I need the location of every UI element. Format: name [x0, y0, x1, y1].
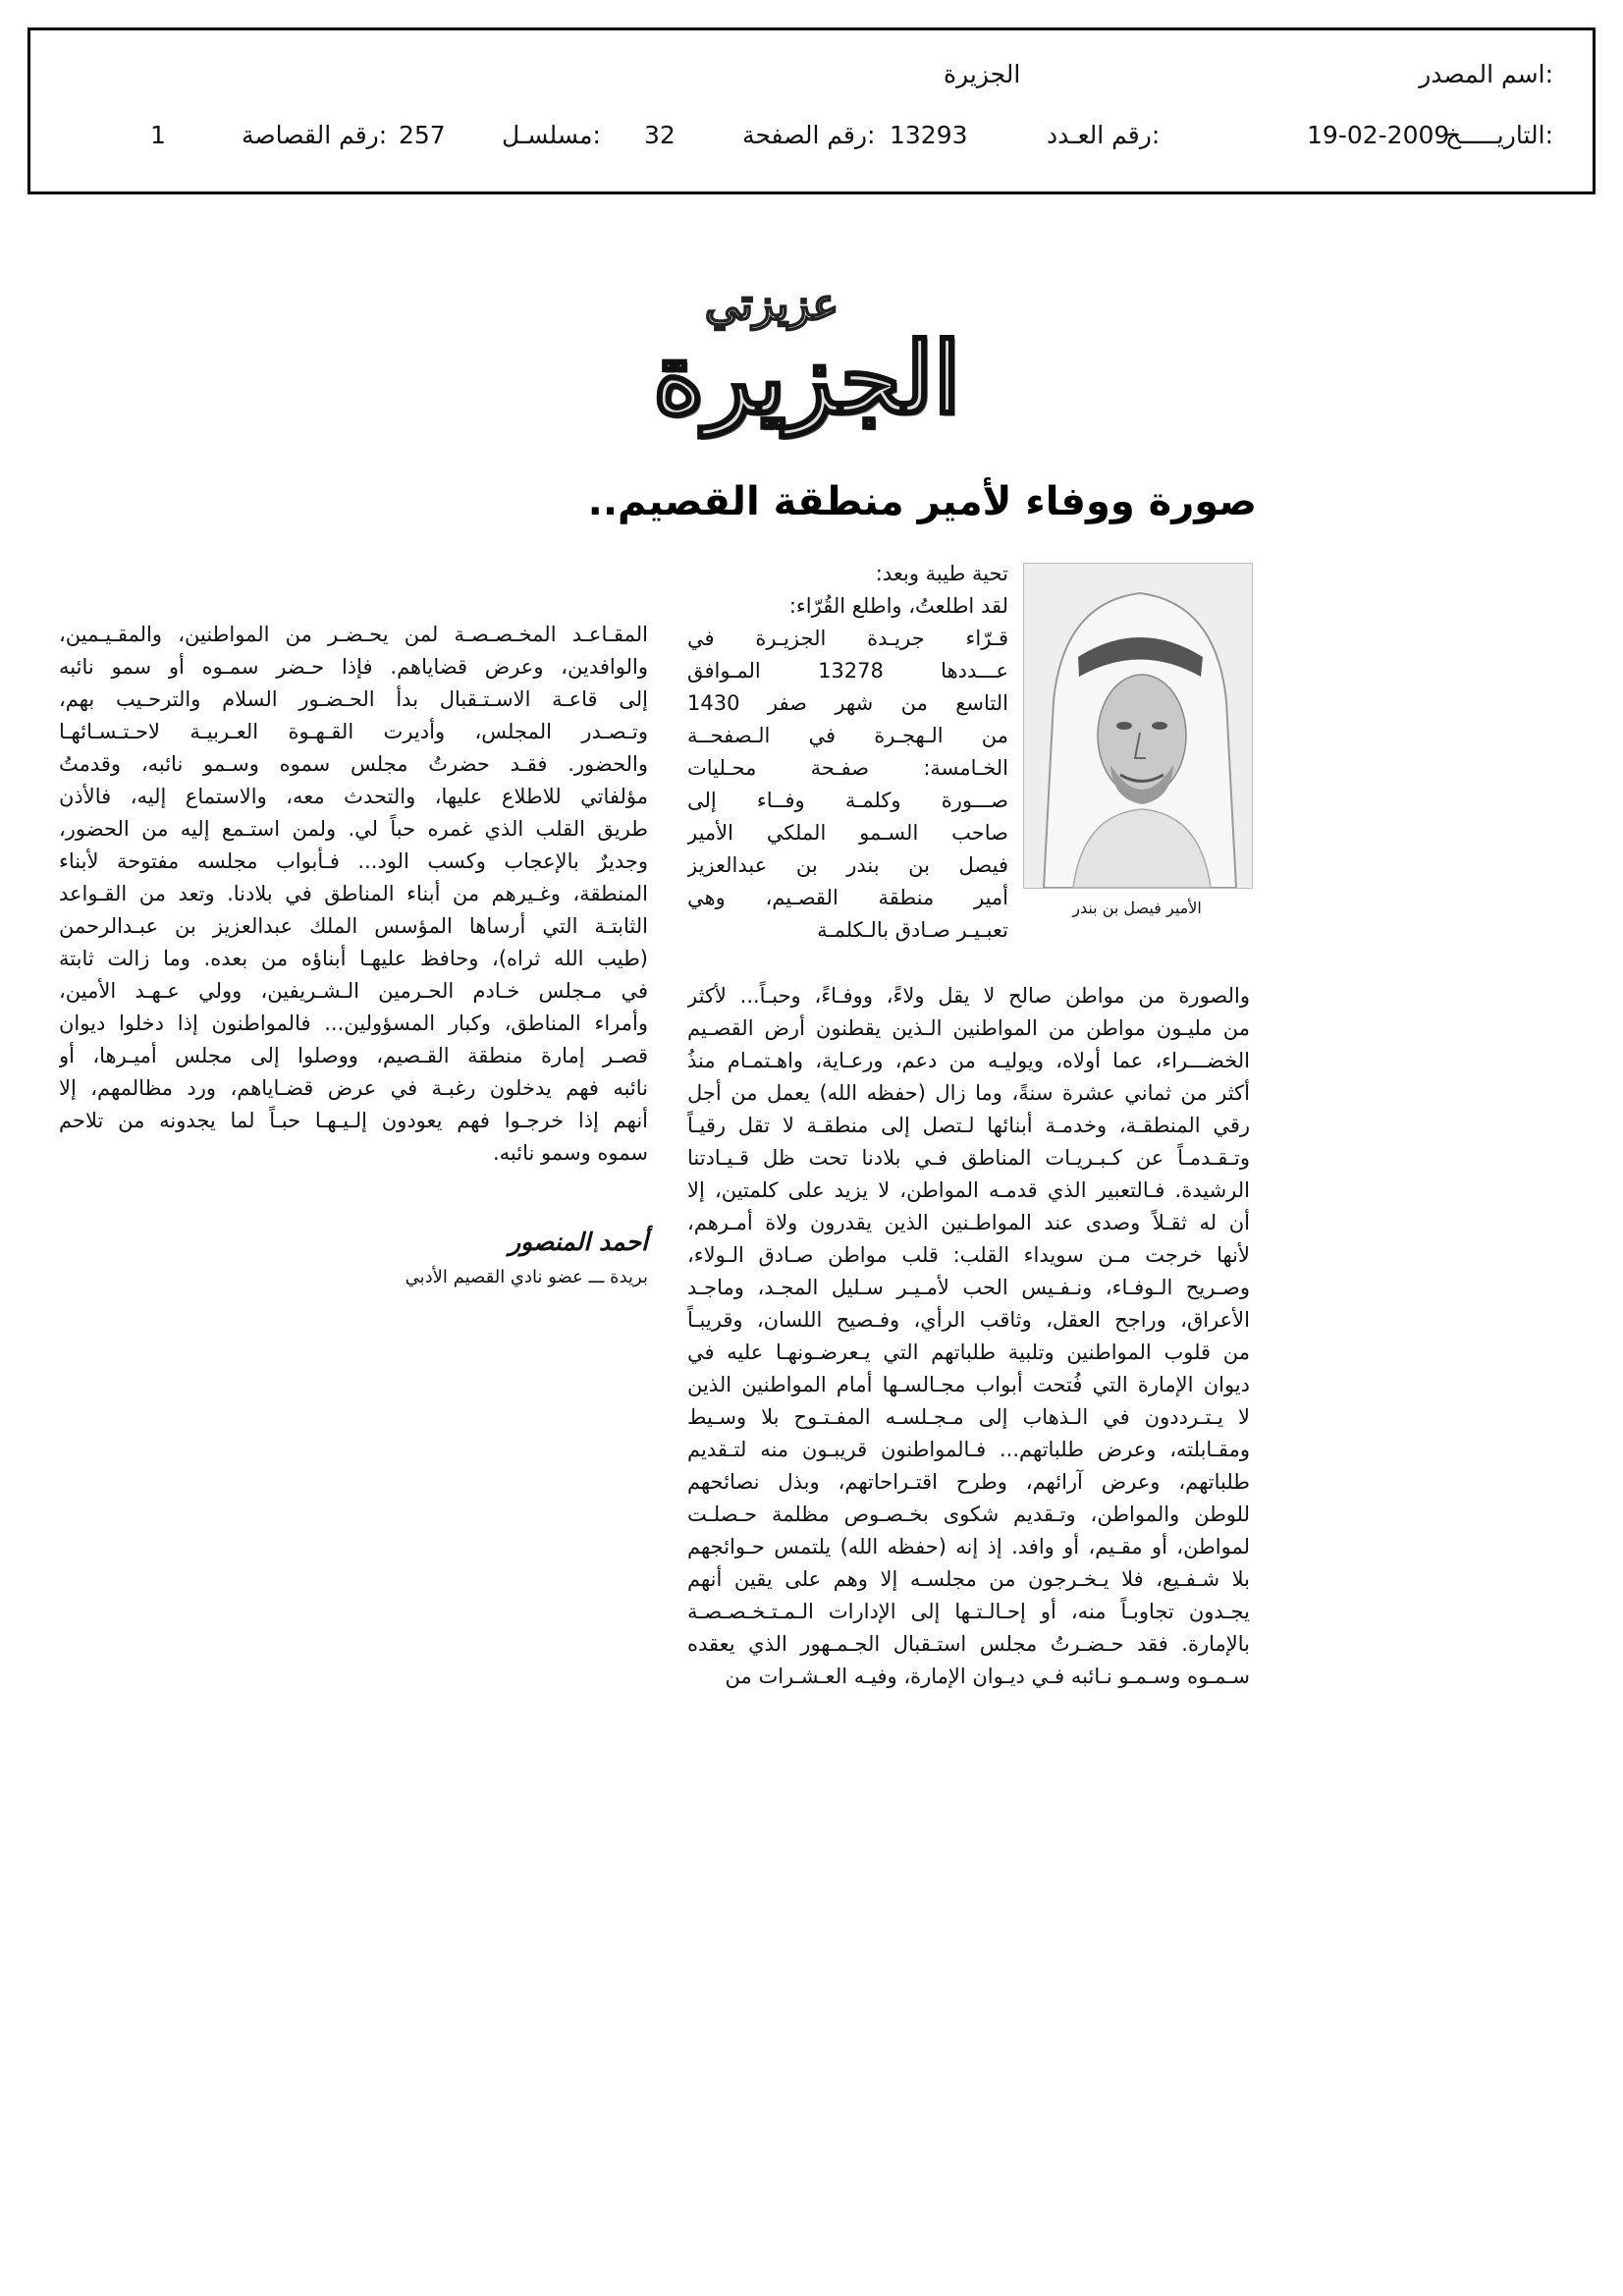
left-text-line: قصـر إمارة منطقة القـصيم، ووصلوا إلى مجلس أميـرها، أو — [59, 1044, 648, 1067]
intro-text-line: قـرّاء جريـدة الجزيـرة في — [687, 627, 1008, 650]
left-text-line: وجديرٌ بالإعجاب وكسب الود... فـأبواب مجلسه مفتوحة لأبناء — [59, 849, 648, 873]
main-text-line: لأنها خرجت مـن سويداء القلب: قلب مواطن صـادق الـولاء، — [687, 1243, 1250, 1267]
main-text-line: لمواطن، أو مقـيم، أو وافد. إذ إنه (حفظه الله) يلتمس حـوائجهم — [687, 1535, 1250, 1558]
left-text-line: طريق القلب الذي غمره حباً لي. ولمن استـمع إليه من الحضور، — [59, 817, 648, 841]
portrait-drawing — [1024, 564, 1252, 888]
intro-text-line: تحية طيبة وبعد: — [875, 562, 1008, 585]
article-intro-column — [687, 558, 1008, 947]
main-text-line: الخضـــراء، عما أولاه، ويوليـه من دعم، ورعـاية، واهـتمـام منذُ — [687, 1049, 1250, 1072]
main-text-line: الرشيدة. فـالتعبير الذي قدمـه المواطن، لا يزيد على كلمتين، إلا — [687, 1178, 1250, 1202]
main-text-line: لا يـتـرددون في الـذهاب إلى مـجـلسـه المفـتـوح بلا وسـيط — [687, 1405, 1250, 1429]
main-text-line: أن له ثقـلاً وصدى عند المواطـنين الذين يقدرون ولاة أمـرهم، — [687, 1211, 1250, 1234]
article-left-column — [59, 619, 648, 1170]
masthead-small-text: عزيزتي — [705, 280, 839, 330]
intro-text-line: الخـامسة: صفـحة محـليات — [687, 756, 1008, 780]
left-text-line: في مـجلس خـادم الحـرمين الـشـريفين، وولي عـهـد الأمين، — [59, 979, 648, 1003]
author-title: بريدة ـــ عضو نادي القصيم الأدبي — [405, 1267, 648, 1287]
intro-text-line: تعبـيـر صـادق بالـكلمـة — [817, 918, 1008, 942]
main-text-line: ومقـابلته، وعرض طلباتهم... فـالمواطنون قريبـون منه لتـقديم — [687, 1438, 1250, 1461]
date-label: التاريـــــخ: — [1445, 121, 1553, 149]
issue-label: رقم العـدد: — [1047, 121, 1161, 149]
intro-text-line: فيصل بن بندر بن عبدالعزيز — [687, 853, 1008, 877]
clip-value: 1 — [150, 121, 166, 149]
left-text-line: إلى قاعـة الاسـتـقبال بدأ الحـضـور السلام والترحـيب بهم، — [59, 687, 648, 711]
article-headline: صورة ووفاء لأمير منطقة القصيم.. — [587, 479, 1257, 524]
intro-text-line: من الـهجـرة في الـصفحــة — [687, 724, 1008, 747]
main-text-line: الأعراق، وراجح العقل، وثاقب الرأي، وفـصيح اللسان، وقريبـاً — [687, 1308, 1250, 1332]
main-text-line: سـمـوه وسـمـو نـائبه فـي ديـوان الإمارة، وفيـه العـشـرات من — [725, 1665, 1250, 1688]
intro-text-line: صـــورة وكلمـة وفــاء إلى — [687, 789, 1008, 812]
main-text-line: من قلوب المواطنين وتلبية طلباتهم التي يـعرضـونهـا عليه في — [687, 1340, 1250, 1364]
main-text-line: يجـدون تجاوبـاً منه، أو إحـالـتـها إلى الإدارات الـمـتـخـصـصـة — [687, 1600, 1250, 1623]
clipping-header — [27, 27, 1596, 194]
intro-text-line: صاحب السـمو الملكي الأمير — [687, 821, 1008, 845]
left-text-line: (طيب الله ثراه)، وحافظ عليهـا أبناؤه من بعده. وما زالت ثابتة — [59, 947, 648, 970]
main-text-line: طلباتهم، وعرض آرائهم، وطرح اقتـراحاتهم، وبذل نصائحهم — [687, 1470, 1250, 1494]
left-text-line: والحضور. فقـد حضرتُ مجلس سموه وسـمو نائبه، وقدمتُ — [59, 752, 648, 776]
page-value: 32 — [644, 121, 676, 149]
source-label: اسم المصدر: — [1419, 60, 1553, 88]
portrait-photo — [1023, 563, 1251, 919]
left-text-line: سموه وسمو نائبه. — [492, 1141, 648, 1165]
portrait-image — [1023, 563, 1253, 889]
main-text-line: من مليـون مواطن من المواطنين الـذين يقطنون أرض القصـيم — [687, 1016, 1250, 1040]
page-label: رقم الصفحة: — [742, 121, 876, 149]
issue-value: 13293 — [890, 121, 968, 149]
serial-label: مسلسـل: — [502, 121, 601, 149]
left-text-line: الثابتـة التي أرساها المؤسس الملك عبدالعزيز بن عبـدالرحمن — [59, 914, 648, 938]
main-text-line: رقي المنطقـة، وخدمـة أبنائها لـتصل إلى منطقـة لا تقل رقيـاً — [687, 1114, 1250, 1137]
intro-text-line: أمير منطقة القصـيم، وهي — [687, 886, 1008, 909]
intro-text-line: التاسع من شهر صفر 1430 — [687, 691, 1008, 715]
intro-text-line: لقد اطلعتُ، واطلع القُرّاء: — [788, 594, 1008, 618]
intro-text-line: عـــددها 13278 المـوافق — [687, 659, 1008, 683]
main-text-line: للوطن والمواطن، وتـقديم شكوى بخـصـوص مظلمة حـصلـت — [687, 1503, 1250, 1526]
main-text-line: وتـقـدمـاً عن كـبـريـات المناطق فـي بلادنا تحت ظل قـيـادتنا — [687, 1146, 1250, 1170]
main-text-line: وصـريح الـوفـاء، ونـفـيس الحب لأمـيـر سـليل المجـد، وماجـد — [687, 1276, 1250, 1299]
article-main-column — [687, 980, 1250, 1693]
left-text-line: نائبه فهم يدخلون رغبـة في عرض قضـاياهم، ورد مظالمهم، إلا — [59, 1076, 648, 1100]
main-text-line: بالإمارة. فقد حـضـرتُ مجلس استـقبال الجـمـهور الذي يعقده — [687, 1632, 1250, 1656]
main-text-line: ديوان الإمارة التي فُتحت أبواب مجـالسـها أمام المواطنين الذين — [687, 1373, 1250, 1396]
left-text-line: المقـاعـد المخـصـصـة لمن يحـضـر من المواطنين، والمقـيـمين، — [59, 623, 648, 646]
photo-caption: الأمير فيصل بن بندر — [1072, 899, 1202, 917]
left-text-line: وأمراء المناطق، وكبار المسؤولين... فالمواطنون إذا دخلوا ديوان — [59, 1011, 648, 1035]
left-text-line: المنطقة، وغـيرهم من أبناء المناطق في بلادنا. وتعد من القـواعد — [59, 882, 648, 905]
main-text-line: والصورة من مواطن صالح لا يقل ولاءً، ووفـاءً، وحبـاً... لأكثر — [687, 984, 1250, 1008]
date-value: 19-02-2009 — [1307, 121, 1450, 149]
source-value: الجزيرة — [944, 60, 1021, 88]
masthead-big-text: الجزيرة — [653, 320, 961, 436]
main-text-line: أكثر من ثماني عشرة سنةً، وما زال (حفظه الله) يعمل من أجل — [687, 1081, 1250, 1105]
newspaper-masthead-logo — [653, 280, 961, 452]
left-text-line: والوافدين، وعرض قضاياهم. فإذا حـضر سمـوه أو سمو نائبه — [59, 655, 648, 679]
main-text-line: بلا شـفـيع، فلا يـخـرجون من مجلسـه إلا وهم على يقين أنهم — [687, 1567, 1250, 1591]
serial-value: 257 — [399, 121, 446, 149]
left-text-line: مؤلفاتي للاطلاع عليها، والتحدث معه، والاستماع إليه، فالأذن — [59, 785, 648, 808]
left-text-line: وتـصـدر المجلس، وأديرت القـهـوة العـربيـة لاحـتـسـائهـا — [59, 720, 648, 743]
author-name: أحمد المنصور — [509, 1228, 648, 1256]
clip-label: رقم القصاصة: — [242, 121, 388, 149]
left-text-line: أنهم إذا خرجـوا فهم يعودون إلـيـهـا حبـاً لما يجدونه من تلاحم — [59, 1109, 648, 1132]
